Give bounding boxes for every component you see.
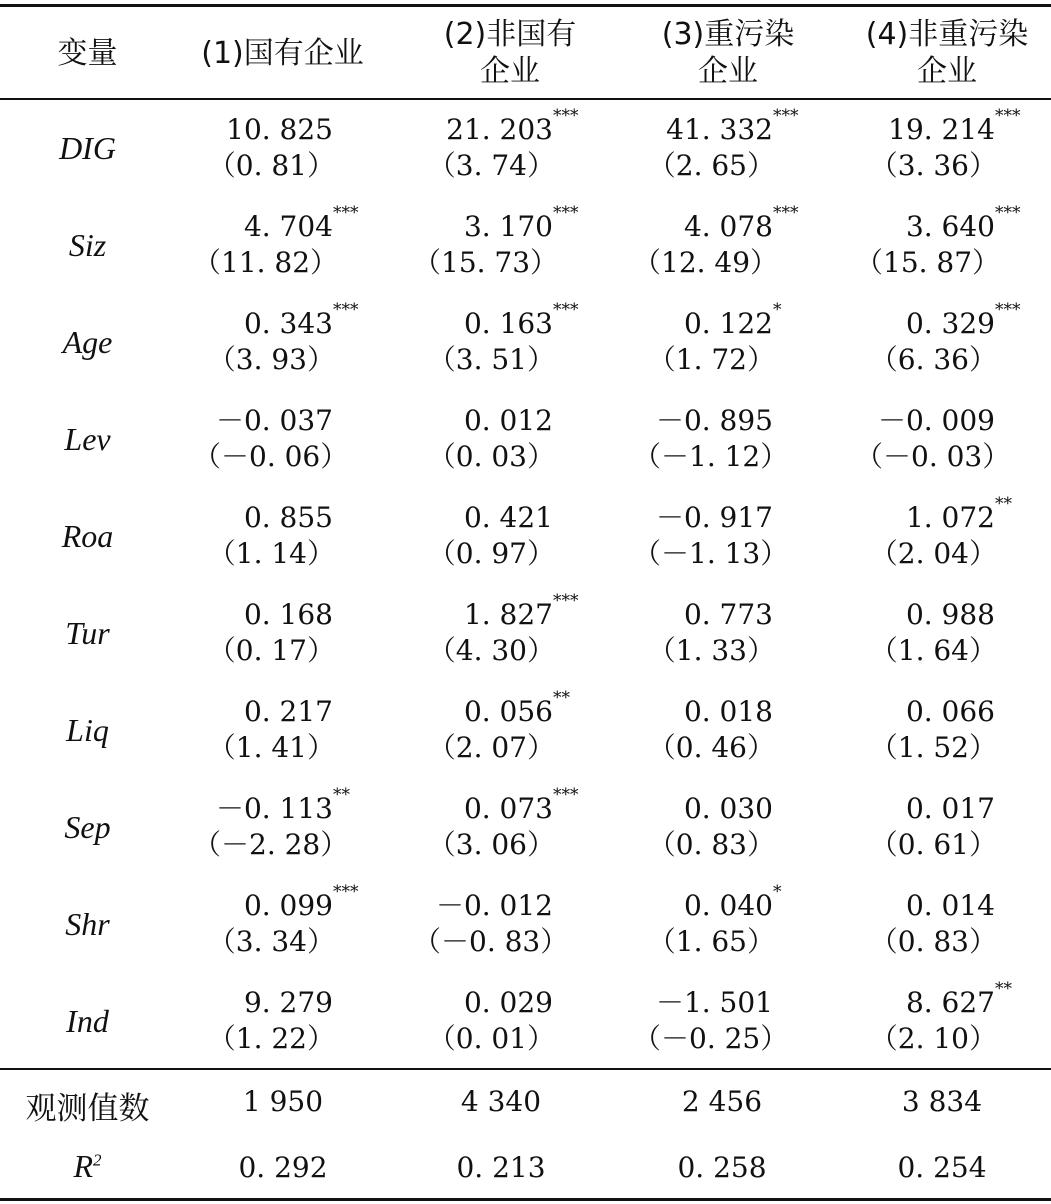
coefficient: －0. 895	[655, 404, 773, 437]
coefficient-wrap	[413, 300, 579, 342]
coefficient: 3. 640	[905, 210, 995, 243]
t-statistic: （1. 22）	[207, 1022, 335, 1055]
coefficient: 0. 168	[243, 598, 333, 631]
significance-stars: ***	[773, 203, 799, 223]
table-cell	[855, 300, 1021, 378]
coefficient-wrap	[193, 694, 333, 730]
coefficient-wrap	[193, 112, 333, 148]
coefficient: 0. 163	[463, 307, 553, 340]
table-cell	[855, 494, 1012, 572]
coefficient-wrap	[633, 403, 773, 439]
observations-label: 观测值数	[25, 1091, 150, 1127]
coefficient: 21. 203	[446, 113, 553, 146]
coefficient: 4. 078	[683, 210, 773, 243]
t-statistic: （－0. 03）	[855, 440, 1011, 473]
observations-col3: 2 456	[681, 1085, 763, 1118]
header-col2-line2: 企业	[480, 54, 540, 89]
coefficient-wrap	[633, 500, 773, 536]
table-cell	[633, 791, 773, 863]
coefficient: 0. 421	[463, 501, 553, 534]
coefficient-wrap	[855, 979, 1012, 1021]
t-statistic: （3. 34）	[207, 925, 335, 958]
coefficient: 0. 343	[243, 307, 333, 340]
r2-col1: 0. 292	[238, 1151, 328, 1184]
t-statistic: （2. 04）	[869, 537, 997, 570]
table-cell	[633, 403, 789, 475]
coefficient-wrap	[193, 597, 333, 633]
row-variable-3: Lev	[64, 421, 111, 457]
significance-stars: ***	[773, 106, 799, 126]
r2-col4: 0. 254	[897, 1151, 987, 1184]
coefficient-wrap	[855, 694, 995, 730]
header-col1	[175, 10, 390, 96]
coefficient-wrap	[855, 300, 1021, 342]
coefficient-wrap	[633, 597, 773, 633]
t-statistic: （0. 61）	[869, 828, 997, 861]
coefficient: 0. 073	[463, 792, 553, 825]
coefficient-wrap	[193, 300, 359, 342]
significance-stars: **	[553, 688, 570, 708]
t-statistic: （11. 82）	[193, 246, 339, 279]
coefficient: 0. 855	[243, 501, 333, 534]
t-statistic: （－1. 12）	[633, 440, 789, 473]
table-cell	[855, 203, 1021, 281]
coefficient-wrap	[193, 203, 359, 245]
header-col2-line1: (2)非国有	[443, 17, 577, 52]
significance-stars: ***	[553, 300, 579, 320]
coefficient-wrap	[855, 888, 995, 924]
t-statistic: （6. 36）	[869, 343, 997, 376]
t-statistic: （1. 41）	[207, 731, 335, 764]
significance-stars: ***	[553, 785, 579, 805]
significance-stars: ***	[553, 591, 579, 611]
coefficient-wrap	[855, 403, 995, 439]
coefficient: 0. 014	[905, 889, 995, 922]
t-statistic: （3. 93）	[207, 343, 335, 376]
table-cell	[633, 882, 782, 960]
coefficient: －0. 009	[877, 404, 995, 437]
coefficient-wrap	[633, 203, 799, 245]
header-col4-line1: (4)非重污染	[865, 17, 1029, 52]
table-cell	[413, 203, 579, 281]
table-cell	[855, 979, 1012, 1057]
table-top-rule	[0, 4, 1051, 7]
table-cell	[855, 403, 1011, 475]
t-statistic: （2. 65）	[647, 149, 775, 182]
significance-stars: **	[995, 494, 1012, 514]
t-statistic: （1. 14）	[207, 537, 335, 570]
table-cell	[193, 300, 359, 378]
coefficient-wrap	[633, 106, 799, 148]
coefficient: 0. 018	[683, 695, 773, 728]
row-variable-8: Shr	[65, 906, 110, 942]
significance-stars: ***	[553, 106, 579, 126]
header-variable-text: 变量	[57, 35, 118, 71]
coefficient-wrap	[855, 597, 995, 633]
coefficient-wrap	[413, 985, 553, 1021]
coefficient: －0. 037	[215, 404, 333, 437]
header-col3	[628, 10, 828, 96]
header-col1-line1: (1)国有企业	[201, 35, 364, 71]
t-statistic: （0. 46）	[647, 731, 775, 764]
coefficient: 9. 279	[243, 986, 333, 1019]
t-statistic: （12. 49）	[633, 246, 779, 279]
coefficient-wrap	[413, 403, 553, 439]
header-col2	[410, 10, 610, 96]
coefficient-wrap	[413, 106, 579, 148]
table-cell	[193, 112, 333, 184]
table-cell	[193, 985, 333, 1057]
coefficient-wrap	[413, 785, 579, 827]
coefficient-wrap	[633, 882, 782, 924]
table-cell	[855, 694, 995, 766]
table-cell	[413, 888, 569, 960]
t-statistic: （1. 52）	[869, 731, 997, 764]
coefficient: 0. 017	[905, 792, 995, 825]
coefficient: 0. 122	[683, 307, 773, 340]
coefficient-wrap	[413, 591, 579, 633]
t-statistic: （1. 64）	[869, 634, 997, 667]
header-col3-line1: (3)重污染	[661, 17, 795, 52]
header-variable	[0, 10, 175, 96]
t-statistic: （1. 72）	[647, 343, 775, 376]
table-cell	[633, 597, 773, 669]
coefficient-wrap	[413, 688, 570, 730]
coefficient: 0. 988	[905, 598, 995, 631]
stats-rule	[0, 1068, 1051, 1070]
row-variable-9: Ind	[66, 1003, 109, 1039]
header-col3-line2: 企业	[698, 54, 758, 89]
table-cell	[193, 882, 359, 960]
header-col4	[843, 10, 1051, 96]
table-cell	[413, 688, 570, 766]
table-cell	[633, 300, 782, 378]
significance-stars: *	[773, 300, 782, 320]
table-cell	[413, 591, 579, 669]
coefficient-wrap	[855, 203, 1021, 245]
coefficient: 0. 056	[463, 695, 553, 728]
coefficient-wrap	[413, 888, 553, 924]
t-statistic: （0. 83）	[647, 828, 775, 861]
t-statistic: （0. 01）	[427, 1022, 555, 1055]
table-cell	[413, 500, 553, 572]
header-col4-line2: 企业	[917, 54, 977, 89]
t-statistic: （－1. 13）	[633, 537, 789, 570]
table-cell	[193, 597, 333, 669]
t-statistic: （0. 97）	[427, 537, 555, 570]
t-statistic: （3. 06）	[427, 828, 555, 861]
significance-stars: ***	[995, 203, 1021, 223]
observations-col4: 3 834	[901, 1085, 983, 1118]
row-variable-6: Liq	[66, 712, 109, 748]
table-cell	[633, 500, 789, 572]
table-bottom-rule	[0, 1198, 1051, 1201]
coefficient: 0. 099	[243, 889, 333, 922]
significance-stars: ***	[995, 300, 1021, 320]
observations-col2: 4 340	[460, 1085, 542, 1118]
coefficient-wrap	[633, 694, 773, 730]
r2-label-sup: 2	[93, 1150, 102, 1170]
table-cell	[633, 985, 789, 1057]
coefficient-wrap	[193, 882, 359, 924]
table-cell	[633, 106, 799, 184]
t-statistic: （2. 10）	[869, 1022, 997, 1055]
t-statistic: （15. 73）	[413, 246, 559, 279]
table-cell	[193, 694, 333, 766]
t-statistic: （15. 87）	[855, 246, 1001, 279]
significance-stars: ***	[995, 106, 1021, 126]
coefficient: 4. 704	[243, 210, 333, 243]
table-cell	[193, 403, 349, 475]
table-cell	[855, 597, 995, 669]
coefficient: 8. 627	[905, 986, 995, 1019]
t-statistic: （－2. 28）	[193, 828, 349, 861]
r2-label-text: R	[73, 1148, 94, 1184]
significance-stars: ***	[333, 300, 359, 320]
coefficient-wrap	[193, 785, 350, 827]
significance-stars: ***	[553, 203, 579, 223]
coefficient: 1. 072	[905, 501, 995, 534]
t-statistic: （0. 81）	[207, 149, 335, 182]
coefficient-wrap	[193, 403, 333, 439]
t-statistic: （4. 30）	[427, 634, 555, 667]
coefficient-wrap	[855, 494, 1012, 536]
t-statistic: （－0. 83）	[413, 925, 569, 958]
significance-stars: ***	[333, 203, 359, 223]
coefficient-wrap	[193, 500, 333, 536]
header-rule	[0, 98, 1051, 100]
t-statistic: （3. 36）	[869, 149, 997, 182]
coefficient-wrap	[855, 106, 1021, 148]
r2-label	[0, 1148, 175, 1185]
coefficient-wrap	[413, 500, 553, 536]
t-statistic: （1. 33）	[647, 634, 775, 667]
coefficient: 0. 040	[683, 889, 773, 922]
row-variable-5: Tur	[65, 615, 110, 651]
t-statistic: （3. 51）	[427, 343, 555, 376]
row-variable-4: Roa	[61, 518, 114, 554]
table-cell	[413, 785, 579, 863]
significance-stars: **	[995, 979, 1012, 999]
t-statistic: （0. 03）	[427, 440, 555, 473]
coefficient-wrap	[633, 300, 782, 342]
significance-stars: ***	[333, 882, 359, 902]
coefficient-wrap	[855, 791, 995, 827]
table-cell	[413, 403, 553, 475]
row-variable-2: Age	[62, 324, 113, 360]
coefficient: 0. 030	[683, 792, 773, 825]
coefficient: 19. 214	[888, 113, 995, 146]
coefficient: 3. 170	[463, 210, 553, 243]
table-cell	[855, 791, 995, 863]
r2-col2: 0. 213	[456, 1151, 546, 1184]
table-cell	[413, 985, 553, 1057]
t-statistic: （0. 83）	[869, 925, 997, 958]
row-variable-7: Sep	[64, 809, 111, 845]
t-statistic: （3. 74）	[427, 149, 555, 182]
coefficient: 0. 029	[463, 986, 553, 1019]
t-statistic: （－0. 06）	[193, 440, 349, 473]
coefficient: 0. 773	[683, 598, 773, 631]
significance-stars: **	[333, 785, 350, 805]
coefficient: 0. 012	[463, 404, 553, 437]
table-cell	[633, 694, 773, 766]
table-cell	[855, 106, 1021, 184]
coefficient: 0. 217	[243, 695, 333, 728]
significance-stars: *	[773, 882, 782, 902]
coefficient-wrap	[633, 791, 773, 827]
observations-col1: 1 950	[242, 1085, 324, 1118]
coefficient: －1. 501	[655, 986, 773, 1019]
table-cell	[633, 203, 799, 281]
coefficient: 0. 066	[905, 695, 995, 728]
coefficient: 10. 825	[226, 113, 333, 146]
table-cell	[193, 203, 359, 281]
coefficient-wrap	[193, 985, 333, 1021]
coefficient-wrap	[413, 203, 579, 245]
t-statistic: （2. 07）	[427, 731, 555, 764]
coefficient-wrap	[633, 985, 773, 1021]
coefficient: 1. 827	[463, 598, 553, 631]
coefficient: －0. 113	[215, 792, 333, 825]
coefficient: －0. 012	[435, 889, 553, 922]
coefficient: 41. 332	[666, 113, 773, 146]
r2-col3: 0. 258	[677, 1151, 767, 1184]
t-statistic: （1. 65）	[647, 925, 775, 958]
table-cell	[413, 300, 579, 378]
table-cell	[413, 106, 579, 184]
row-variable-0: DIG	[59, 130, 116, 166]
row-variable-1: Siz	[68, 227, 107, 263]
table-cell	[855, 888, 995, 960]
t-statistic: （0. 17）	[207, 634, 335, 667]
t-statistic: （－0. 25）	[633, 1022, 789, 1055]
coefficient: 0. 329	[905, 307, 995, 340]
coefficient: －0. 917	[655, 501, 773, 534]
table-cell	[193, 785, 350, 863]
table-cell	[193, 500, 333, 572]
